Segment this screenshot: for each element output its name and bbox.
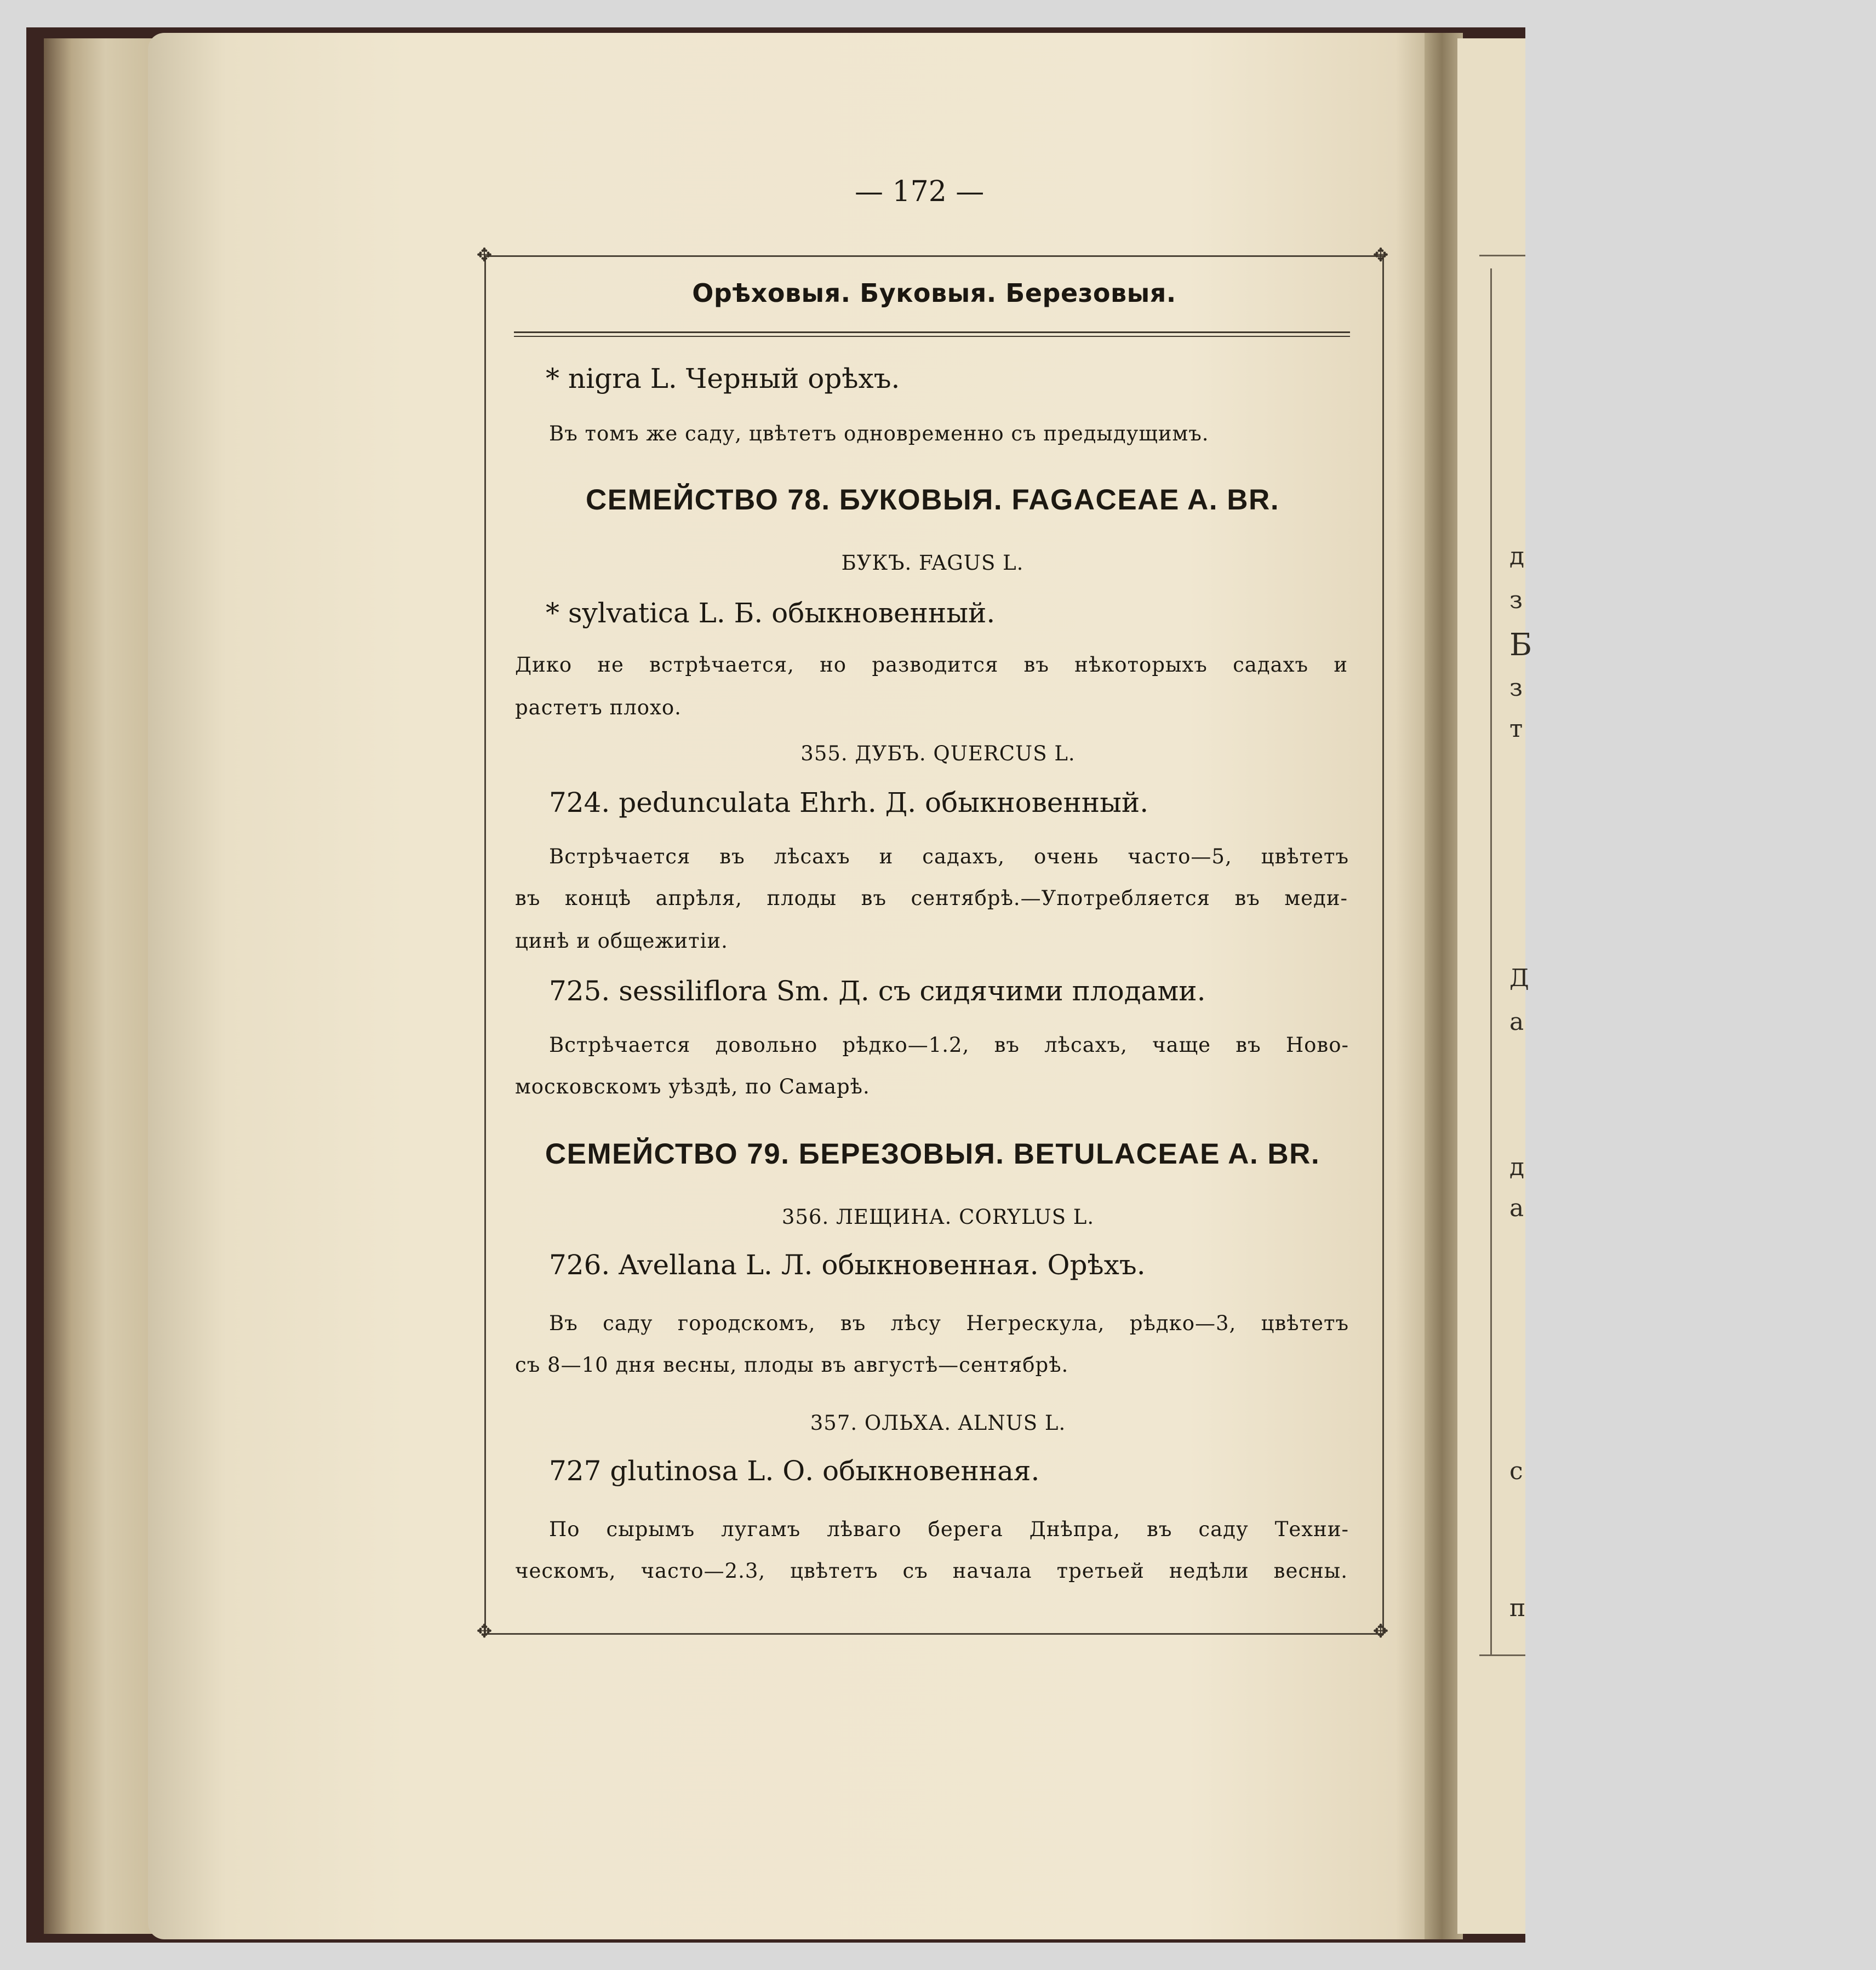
description-line: Дико не встрѣчается, но разводится въ нѣкоторыхъ садахъ и	[515, 653, 1348, 677]
species-entry: 725. sessiliflora Sm. Д. съ сидячими плодами.	[549, 975, 1206, 1007]
description-line: въ концѣ апрѣля, плоды въ сентябрѣ.—Употребляется въ меди-	[515, 886, 1348, 910]
corner-ornament-icon: ✥	[1372, 1620, 1389, 1642]
description-line: московскомъ уѣздѣ, по Самарѣ.	[515, 1075, 870, 1098]
facing-page-glyph: с	[1509, 1457, 1523, 1485]
corner-ornament-icon: ✥	[476, 244, 493, 266]
facing-page-glyph: а	[1509, 1194, 1524, 1222]
description-line: цинѣ и общежитіи.	[515, 929, 728, 953]
genus-heading: 355. ДУБЪ. QUERCUS L.	[800, 742, 1076, 765]
genus-heading: БУКЪ. FAGUS L.	[841, 551, 1024, 575]
facing-page-glyph: т	[1509, 715, 1523, 743]
description-line: Въ саду городскомъ, въ лѣсу Негрескула, рѣдко—3, цвѣтетъ	[549, 1312, 1349, 1335]
facing-page-glyph: з	[1509, 674, 1523, 702]
facing-page-fragment	[1457, 38, 1532, 1934]
facing-page-glyph: а	[1509, 1008, 1524, 1036]
corner-ornament-icon: ✥	[476, 1620, 493, 1642]
facing-page-glyph: д	[1509, 542, 1525, 570]
species-entry: 727 glutinosa L. О. обыкновенная.	[549, 1455, 1040, 1487]
description-line: Встрѣчается въ лѣсахъ и садахъ, очень часто—5, цвѣтетъ	[549, 845, 1349, 868]
facing-page-glyph: п	[1509, 1594, 1526, 1622]
species-entry: * sylvatica L. Б. обыкновенный.	[546, 597, 996, 629]
facing-page-glyph: д	[1509, 1153, 1525, 1181]
description-line: Встрѣчается довольно рѣдко—1.2, въ лѣсахъ, чаще въ Ново-	[549, 1033, 1349, 1057]
family-heading: СЕМЕЙСТВО 79. БЕРЕЗОВЫЯ. BETULACEAE A. BR.	[545, 1138, 1320, 1170]
description-line: По сырымъ лугамъ лѣваго берега Днѣпра, въ саду Техни-	[549, 1517, 1349, 1541]
corner-ornament-icon: ✥	[1372, 244, 1389, 266]
description-line: растетъ плохо.	[515, 696, 682, 719]
description-line: Въ томъ же саду, цвѣтетъ одновременно съ предыдущимъ.	[549, 422, 1209, 445]
page-number: — 172 —	[855, 175, 985, 208]
facing-page-glyph: з	[1509, 586, 1523, 614]
running-header: Орѣховыя. Буковыя. Березовыя.	[692, 278, 1176, 308]
facing-page-glyph: Д	[1509, 964, 1529, 992]
facing-page-frame-line	[1490, 268, 1492, 1654]
facing-page-rule-bottom	[1479, 1654, 1525, 1656]
facing-page-glyph: Б	[1509, 627, 1532, 663]
genus-heading: 356. ЛЕЩИНА. CORYLUS L.	[781, 1205, 1095, 1229]
description-line: ческомъ, часто—2.3, цвѣтетъ съ начала третьей недѣли весны.	[515, 1559, 1348, 1583]
facing-page-rule	[1479, 255, 1525, 256]
description-line: съ 8—10 дня весны, плоды въ августѣ—сентябрѣ.	[515, 1353, 1069, 1377]
header-rule	[514, 331, 1350, 333]
species-entry: * nigra L. Черный орѣхъ.	[546, 363, 900, 394]
family-heading: СЕМЕЙСТВО 78. БУКОВЫЯ. FAGACEAE A. BR.	[585, 484, 1280, 516]
header-rule	[514, 336, 1350, 337]
species-entry: 724. pedunculata Ehrh. Д. обыкновенный.	[549, 787, 1149, 818]
genus-heading: 357. ОЛЬХА. ALNUS L.	[810, 1411, 1066, 1435]
species-entry: 726. Avellana L. Л. обыкновенная. Орѣхъ.	[549, 1249, 1146, 1281]
